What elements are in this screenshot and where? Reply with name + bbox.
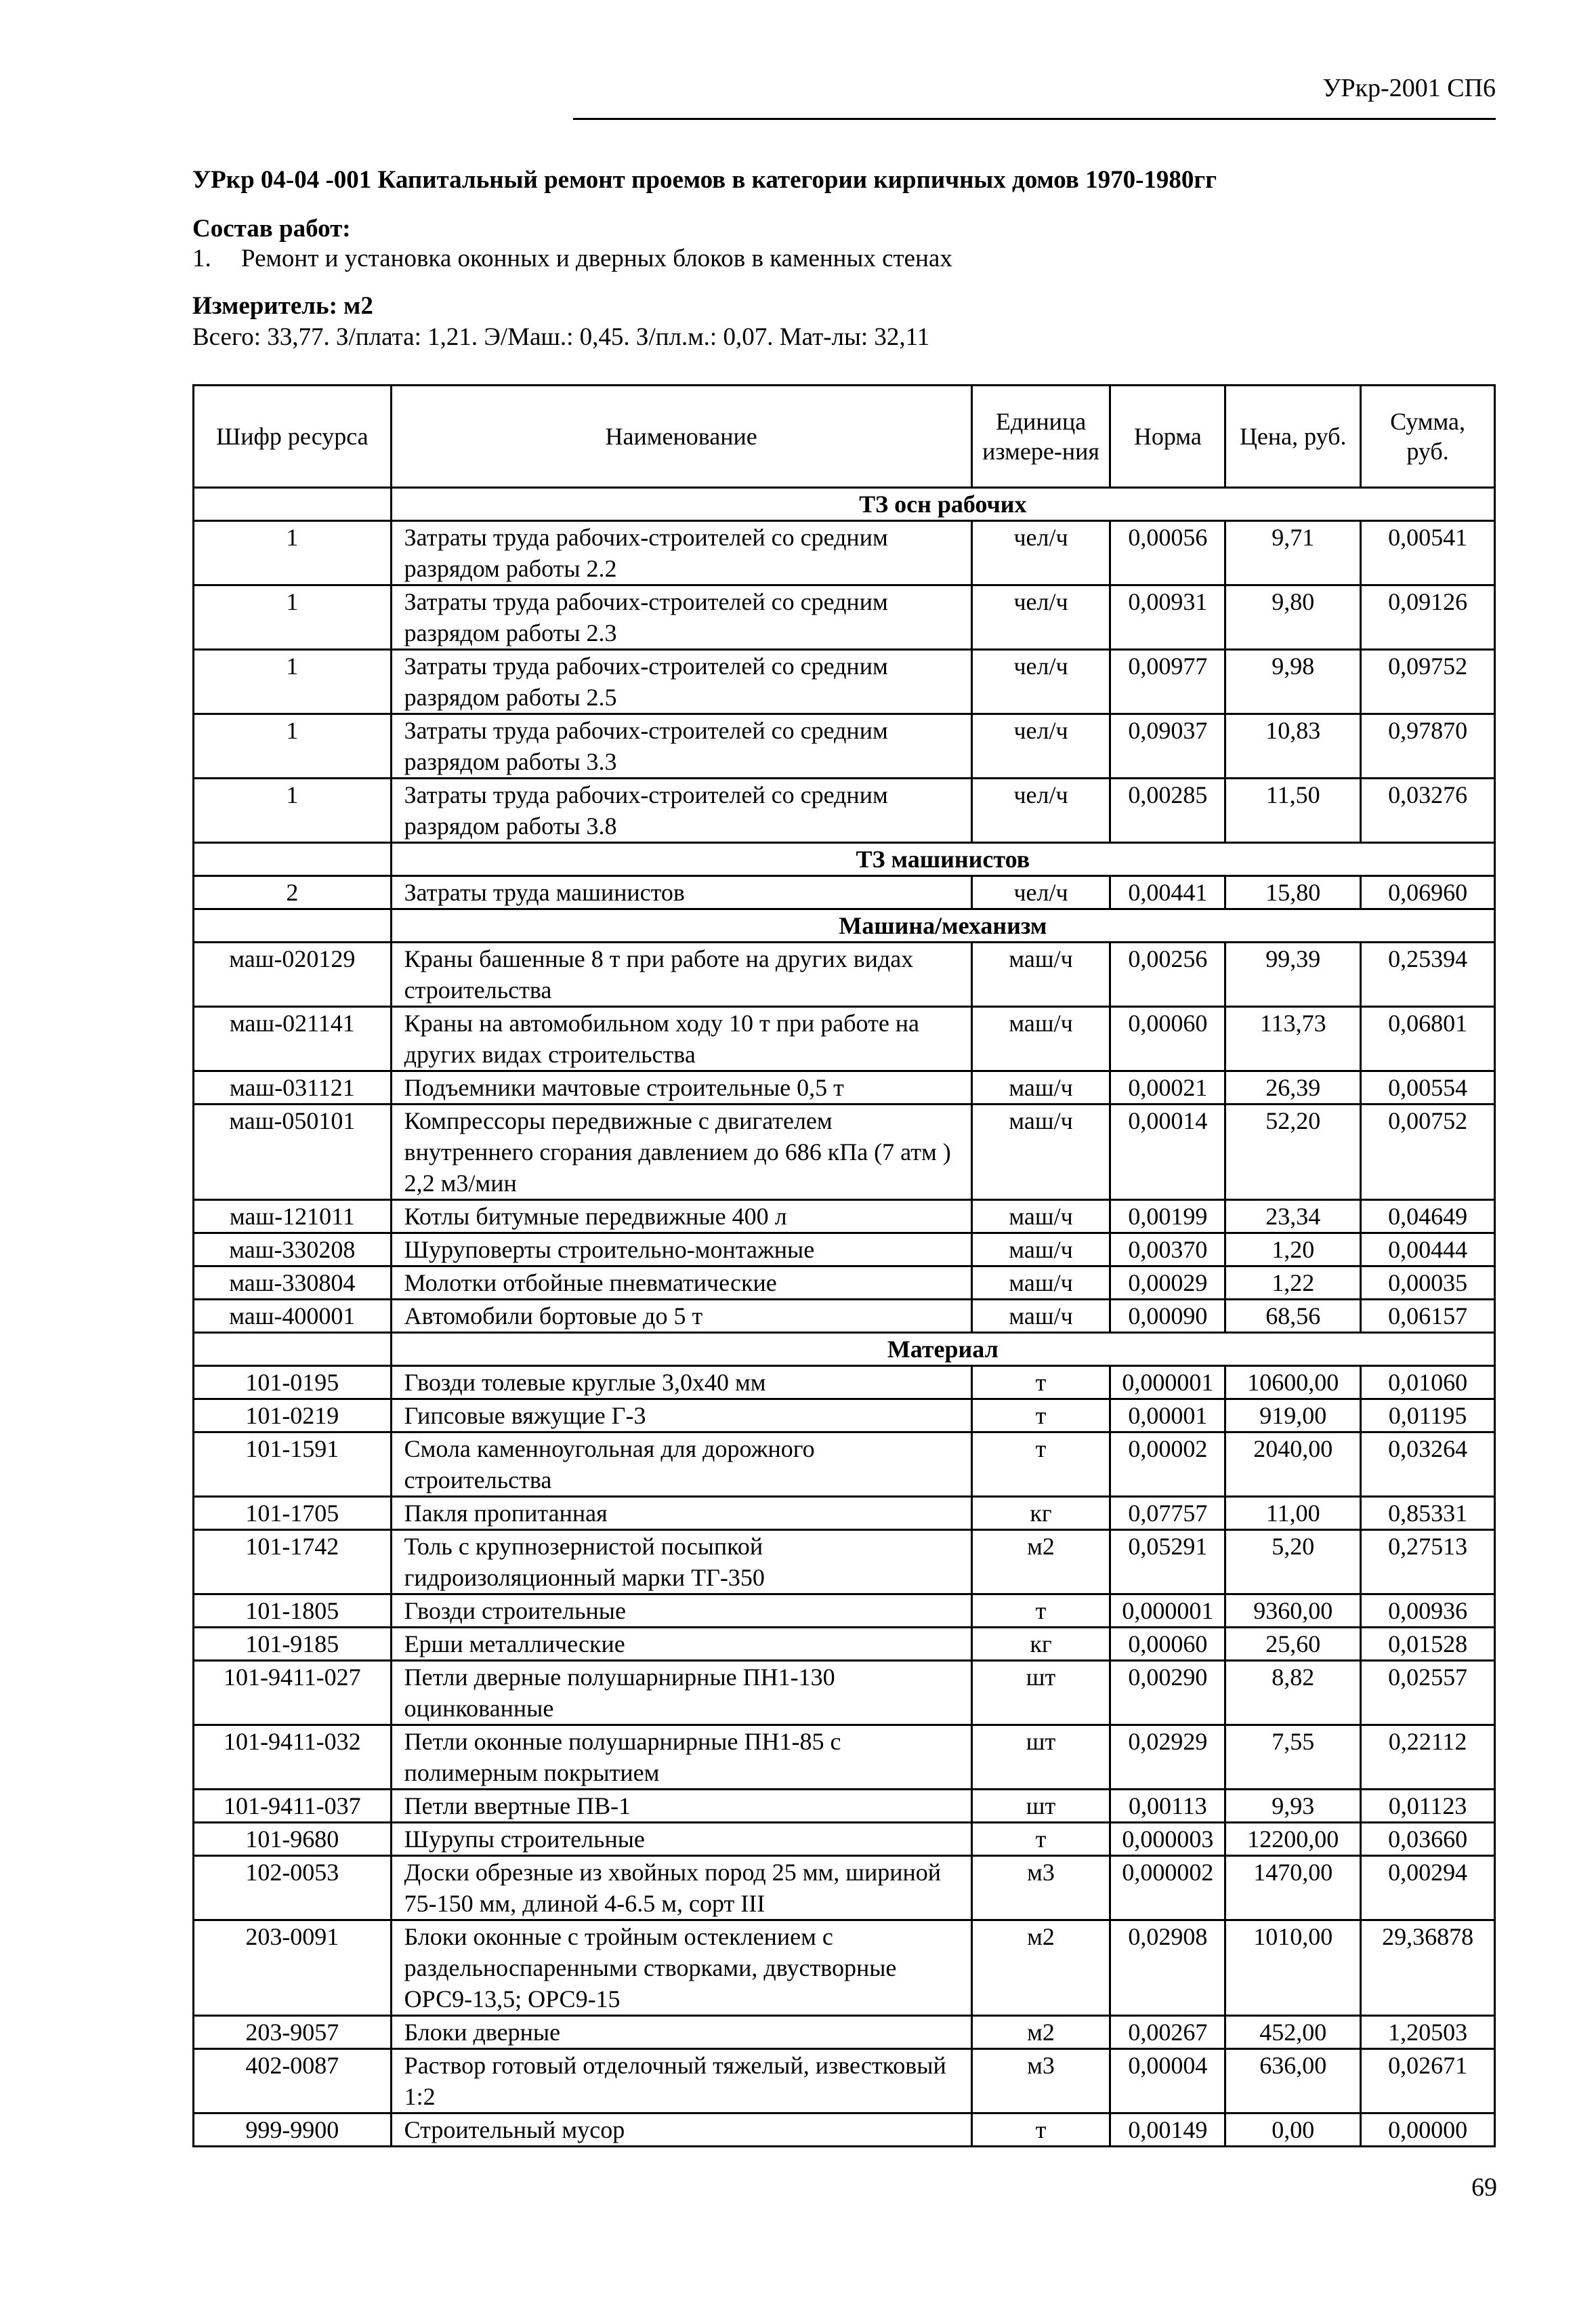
cell-price: 9,80 [1225, 585, 1361, 650]
cell-norm: 0,00290 [1110, 1661, 1225, 1725]
table-row [194, 1856, 1495, 1920]
cell-code: 2 [194, 876, 392, 909]
col-sum-header: Сумма, руб. [1361, 386, 1495, 488]
cell-price: 15,80 [1225, 876, 1361, 909]
cell-name: Затраты труда рабочих-строителей со средним разрядом работы 2.2 [391, 521, 971, 585]
cell-norm: 0,00370 [1110, 1233, 1225, 1266]
cell-norm: 0,00977 [1110, 650, 1225, 714]
cell-price: 99,39 [1225, 943, 1361, 1007]
cell-unit: т [971, 1432, 1110, 1497]
cell-code: маш-021141 [194, 1007, 392, 1071]
section-row [194, 909, 1495, 943]
cell-code: маш-050101 [194, 1105, 392, 1200]
cell-price: 452,00 [1225, 2016, 1361, 2049]
cell-unit: м2 [971, 1920, 1110, 2016]
cell-unit: шт [971, 1661, 1110, 1725]
cell-code: 203-9057 [194, 2016, 392, 2049]
table-row [194, 1594, 1495, 1628]
cell-code: 1 [194, 650, 392, 714]
cell-norm: 0,09037 [1110, 714, 1225, 779]
cell-sum: 0,04649 [1361, 1200, 1495, 1233]
cell-price: 5,20 [1225, 1530, 1361, 1594]
table-row [194, 1071, 1495, 1105]
cell-norm: 0,000001 [1110, 1594, 1225, 1628]
cell-name: Пакля пропитанная [391, 1497, 971, 1530]
cell-unit: маш/ч [971, 1071, 1110, 1105]
cell-sum: 0,06960 [1361, 876, 1495, 909]
table-row [194, 1661, 1495, 1725]
cell-name: Котлы битумные передвижные 400 л [391, 1200, 971, 1233]
cell-sum: 0,00035 [1361, 1266, 1495, 1300]
col-code-header: Шифр ресурса [194, 386, 392, 488]
cell-name: Затраты труда рабочих-строителей со средним разрядом работы 2.5 [391, 650, 971, 714]
cell-unit: т [971, 1594, 1110, 1628]
cell-norm: 0,00149 [1110, 2113, 1225, 2147]
cell-code: 203-0091 [194, 1920, 392, 2016]
cell-code: маш-020129 [194, 943, 392, 1007]
col-name-header: Наименование [391, 386, 971, 488]
cell-sum: 0,00000 [1361, 2113, 1495, 2147]
cell-price: 26,39 [1225, 1071, 1361, 1105]
section-row [194, 488, 1495, 521]
cell-unit: маш/ч [971, 1200, 1110, 1233]
cell-price: 12200,00 [1225, 1823, 1361, 1856]
cell-norm: 0,00060 [1110, 1007, 1225, 1071]
cell-sum: 0,22112 [1361, 1725, 1495, 1790]
cell-code: маш-121011 [194, 1200, 392, 1233]
work-heading: Состав работ: [192, 215, 351, 243]
header-rule [573, 118, 1496, 120]
cell-price: 919,00 [1225, 1399, 1361, 1432]
table-row [194, 1105, 1495, 1200]
table-row [194, 2016, 1495, 2049]
section-title: ТЗ машинистов [391, 843, 1494, 876]
page-number: 69 [1471, 2173, 1497, 2202]
cell-unit: чел/ч [971, 714, 1110, 779]
cell-sum: 0,00294 [1361, 1856, 1495, 1920]
cell-price: 8,82 [1225, 1661, 1361, 1725]
cell-unit: маш/ч [971, 1266, 1110, 1300]
cell-norm: 0,000002 [1110, 1856, 1225, 1920]
cell-name: Затраты труда рабочих-строителей со средним разрядом работы 3.8 [391, 779, 971, 843]
table-row [194, 1399, 1495, 1432]
cell-code: маш-400001 [194, 1300, 392, 1333]
cell-code: 101-0219 [194, 1399, 392, 1432]
cell-name: Шуруповерты строительно-монтажные [391, 1233, 971, 1266]
cell-price: 7,55 [1225, 1725, 1361, 1790]
cell-price: 636,00 [1225, 2049, 1361, 2113]
cell-price: 1010,00 [1225, 1920, 1361, 2016]
cell-norm: 0,00001 [1110, 1399, 1225, 1432]
cell-unit: т [971, 1823, 1110, 1856]
table-row [194, 943, 1495, 1007]
cell-norm: 0,00056 [1110, 521, 1225, 585]
cell-unit: т [971, 2113, 1110, 2147]
cell-price: 25,60 [1225, 1628, 1361, 1661]
cell-unit: чел/ч [971, 779, 1110, 843]
cell-unit: м3 [971, 1856, 1110, 1920]
cell-norm: 0,00090 [1110, 1300, 1225, 1333]
cell-price: 68,56 [1225, 1300, 1361, 1333]
cell-name: Подъемники мачтовые строительные 0,5 т [391, 1071, 971, 1105]
cell-code: 101-1705 [194, 1497, 392, 1530]
cell-code: 999-9900 [194, 2113, 392, 2147]
section-empty-cell [194, 1333, 392, 1366]
cell-unit: чел/ч [971, 585, 1110, 650]
cell-price: 10600,00 [1225, 1366, 1361, 1399]
cell-name: Молотки отбойные пневматические [391, 1266, 971, 1300]
cell-norm: 0,00113 [1110, 1790, 1225, 1823]
cell-code: маш-330208 [194, 1233, 392, 1266]
table-row [194, 1366, 1495, 1399]
cell-norm: 0,07757 [1110, 1497, 1225, 1530]
cell-sum: 0,06801 [1361, 1007, 1495, 1071]
cell-name: Гипсовые вяжущие Г-3 [391, 1399, 971, 1432]
table-row [194, 1300, 1495, 1333]
cell-code: маш-330804 [194, 1266, 392, 1300]
cell-code: 1 [194, 521, 392, 585]
table-row [194, 1266, 1495, 1300]
cell-name: Строительный мусор [391, 2113, 971, 2147]
cell-price: 2040,00 [1225, 1432, 1361, 1497]
cell-sum: 0,97870 [1361, 714, 1495, 779]
cell-sum: 0,01060 [1361, 1366, 1495, 1399]
cell-sum: 0,06157 [1361, 1300, 1495, 1333]
cell-name: Краны на автомобильном ходу 10 т при работе на других видах строительства [391, 1007, 971, 1071]
cell-name: Компрессоры передвижные с двигателем внутреннего сгорания давлением до 686 кПа (7 атм ) 2,2 м3/мин [391, 1105, 971, 1200]
cell-code: 101-9680 [194, 1823, 392, 1856]
cell-sum: 1,20503 [1361, 2016, 1495, 2049]
cell-unit: чел/ч [971, 876, 1110, 909]
table-row [194, 1530, 1495, 1594]
cell-price: 9,98 [1225, 650, 1361, 714]
table-row [194, 779, 1495, 843]
cell-sum: 0,01195 [1361, 1399, 1495, 1432]
cell-norm: 0,02908 [1110, 1920, 1225, 2016]
cell-name: Автомобили бортовые до 5 т [391, 1300, 971, 1333]
cell-code: 1 [194, 779, 392, 843]
cell-name: Затраты труда рабочих-строителей со средним разрядом работы 2.3 [391, 585, 971, 650]
cell-sum: 0,01528 [1361, 1628, 1495, 1661]
cell-code: 1 [194, 585, 392, 650]
table-row [194, 2113, 1495, 2147]
cell-code: 101-1591 [194, 1432, 392, 1497]
table-row [194, 1790, 1495, 1823]
cell-unit: м3 [971, 2049, 1110, 2113]
cell-price: 113,73 [1225, 1007, 1361, 1071]
table-row [194, 1233, 1495, 1266]
table-row [194, 1007, 1495, 1071]
cell-unit: м2 [971, 1530, 1110, 1594]
cell-norm: 0,00002 [1110, 1432, 1225, 1497]
cell-sum: 0,00752 [1361, 1105, 1495, 1200]
cell-norm: 0,05291 [1110, 1530, 1225, 1594]
cell-name: Доски обрезные из хвойных пород 25 мм, шириной 75-150 мм, длиной 4-6.5 м, сорт III [391, 1856, 971, 1920]
col-price-header: Цена, руб. [1225, 386, 1361, 488]
work-item-text: Ремонт и установка оконных и дверных блоков в каменных стенах [241, 245, 952, 272]
cell-sum: 0,00541 [1361, 521, 1495, 585]
cell-norm: 0,000001 [1110, 1366, 1225, 1399]
cell-unit: маш/ч [971, 1233, 1110, 1266]
cell-norm: 0,00285 [1110, 779, 1225, 843]
cell-sum: 0,09752 [1361, 650, 1495, 714]
cell-unit: м2 [971, 2016, 1110, 2049]
resource-table [192, 384, 1496, 2147]
cell-name: Петли оконные полушарнирные ПН1-85 с полимерным покрытием [391, 1725, 971, 1790]
cell-sum: 0,02557 [1361, 1661, 1495, 1725]
section-title: Материал [391, 1333, 1494, 1366]
cell-code: 102-0053 [194, 1856, 392, 1920]
cell-code: маш-031121 [194, 1071, 392, 1105]
col-unit-header: Единица измере-ния [971, 386, 1110, 488]
cell-norm: 0,00029 [1110, 1266, 1225, 1300]
cell-name: Гвозди строительные [391, 1594, 971, 1628]
col-norm-header: Норма [1110, 386, 1225, 488]
cell-sum: 0,27513 [1361, 1530, 1495, 1594]
cell-unit: т [971, 1366, 1110, 1399]
section-empty-cell [194, 488, 392, 521]
cell-price: 11,50 [1225, 779, 1361, 843]
table-row [194, 521, 1495, 585]
cell-price: 52,20 [1225, 1105, 1361, 1200]
cell-code: 402-0087 [194, 2049, 392, 2113]
cell-price: 1,20 [1225, 1233, 1361, 1266]
cell-name: Шурупы строительные [391, 1823, 971, 1856]
section-row [194, 843, 1495, 876]
cell-price: 1470,00 [1225, 1856, 1361, 1920]
table-row [194, 876, 1495, 909]
table-row [194, 2049, 1495, 2113]
cell-code: 101-9185 [194, 1628, 392, 1661]
cell-price: 10,83 [1225, 714, 1361, 779]
section-empty-cell [194, 909, 392, 943]
cell-unit: шт [971, 1725, 1110, 1790]
cell-code: 101-0195 [194, 1366, 392, 1399]
running-header: УРкр-2001 СП6 [1322, 74, 1496, 102]
table-row [194, 1432, 1495, 1497]
cell-price: 11,00 [1225, 1497, 1361, 1530]
cell-norm: 0,000003 [1110, 1823, 1225, 1856]
table-row [194, 650, 1495, 714]
cell-unit: маш/ч [971, 1105, 1110, 1200]
cell-sum: 0,09126 [1361, 585, 1495, 650]
cell-sum: 0,03660 [1361, 1823, 1495, 1856]
cell-sum: 0,00554 [1361, 1071, 1495, 1105]
cell-price: 23,34 [1225, 1200, 1361, 1233]
measure-heading: Измеритель: м2 [192, 292, 373, 320]
cell-name: Ерши металлические [391, 1628, 971, 1661]
table-row [194, 1628, 1495, 1661]
cell-norm: 0,00931 [1110, 585, 1225, 650]
cell-norm: 0,00060 [1110, 1628, 1225, 1661]
cell-code: 101-1742 [194, 1530, 392, 1594]
cell-norm: 0,00267 [1110, 2016, 1225, 2049]
cell-unit: кг [971, 1628, 1110, 1661]
cell-price: 9,93 [1225, 1790, 1361, 1823]
document-title: УРкр 04-04 -001 Капитальный ремонт проемов в категории кирпичных домов 1970-1980гг [192, 166, 1217, 194]
table-row [194, 1497, 1495, 1530]
cell-unit: маш/ч [971, 1007, 1110, 1071]
cell-norm: 0,00256 [1110, 943, 1225, 1007]
cell-sum: 0,02671 [1361, 2049, 1495, 2113]
cell-name: Раствор готовый отделочный тяжелый, известковый 1:2 [391, 2049, 971, 2113]
cell-sum: 0,00444 [1361, 1233, 1495, 1266]
cell-norm: 0,00004 [1110, 2049, 1225, 2113]
cell-unit: т [971, 1399, 1110, 1432]
cell-name: Толь с крупнозернистой посыпкой гидроизоляционный марки ТГ-350 [391, 1530, 971, 1594]
cell-code: 1 [194, 714, 392, 779]
cell-unit: чел/ч [971, 650, 1110, 714]
cell-sum: 29,36878 [1361, 1920, 1495, 2016]
cell-code: 101-9411-037 [194, 1790, 392, 1823]
cell-price: 9360,00 [1225, 1594, 1361, 1628]
cell-norm: 0,00021 [1110, 1071, 1225, 1105]
cell-unit: чел/ч [971, 521, 1110, 585]
table-header-row [194, 386, 1495, 488]
cell-code: 101-1805 [194, 1594, 392, 1628]
section-title: ТЗ осн рабочих [391, 488, 1494, 521]
totals-line: Всего: 33,77. З/плата: 1,21. Э/Маш.: 0,45. З/пл.м.: 0,07. Мат-лы: 32,11 [192, 323, 930, 351]
cell-sum: 0,00936 [1361, 1594, 1495, 1628]
cell-name: Петли ввертные ПВ-1 [391, 1790, 971, 1823]
cell-norm: 0,00441 [1110, 876, 1225, 909]
table-row [194, 1920, 1495, 2016]
cell-unit: маш/ч [971, 1300, 1110, 1333]
cell-norm: 0,00199 [1110, 1200, 1225, 1233]
cell-code: 101-9411-032 [194, 1725, 392, 1790]
section-empty-cell [194, 843, 392, 876]
cell-name: Затраты труда рабочих-строителей со средним разрядом работы 3.3 [391, 714, 971, 779]
cell-sum: 0,85331 [1361, 1497, 1495, 1530]
cell-norm: 0,02929 [1110, 1725, 1225, 1790]
cell-unit: маш/ч [971, 943, 1110, 1007]
table-row [194, 714, 1495, 779]
cell-price: 1,22 [1225, 1266, 1361, 1300]
cell-code: 101-9411-027 [194, 1661, 392, 1725]
cell-sum: 0,01123 [1361, 1790, 1495, 1823]
section-row [194, 1333, 1495, 1366]
cell-name: Затраты труда машинистов [391, 876, 971, 909]
work-item-number: 1. [192, 245, 211, 272]
cell-name: Блоки оконные с тройным остеклением с раздельноспаренными створками, двустворные ОРС9-13,5; ОРС9-15 [391, 1920, 971, 2016]
cell-sum: 0,03264 [1361, 1432, 1495, 1497]
cell-sum: 0,25394 [1361, 943, 1495, 1007]
section-title: Машина/механизм [391, 909, 1494, 943]
table-row [194, 1823, 1495, 1856]
cell-sum: 0,03276 [1361, 779, 1495, 843]
cell-name: Гвозди толевые круглые 3,0х40 мм [391, 1366, 971, 1399]
table-row [194, 585, 1495, 650]
cell-price: 9,71 [1225, 521, 1361, 585]
table-row [194, 1725, 1495, 1790]
cell-price: 0,00 [1225, 2113, 1361, 2147]
cell-unit: шт [971, 1790, 1110, 1823]
cell-norm: 0,00014 [1110, 1105, 1225, 1200]
cell-name: Блоки дверные [391, 2016, 971, 2049]
cell-name: Смола каменноугольная для дорожного строительства [391, 1432, 971, 1497]
cell-name: Краны башенные 8 т при работе на других видах строительства [391, 943, 971, 1007]
work-item [192, 244, 952, 273]
table-row [194, 1200, 1495, 1233]
cell-unit: кг [971, 1497, 1110, 1530]
cell-name: Петли дверные полушарнирные ПН1-130 оцинкованные [391, 1661, 971, 1725]
